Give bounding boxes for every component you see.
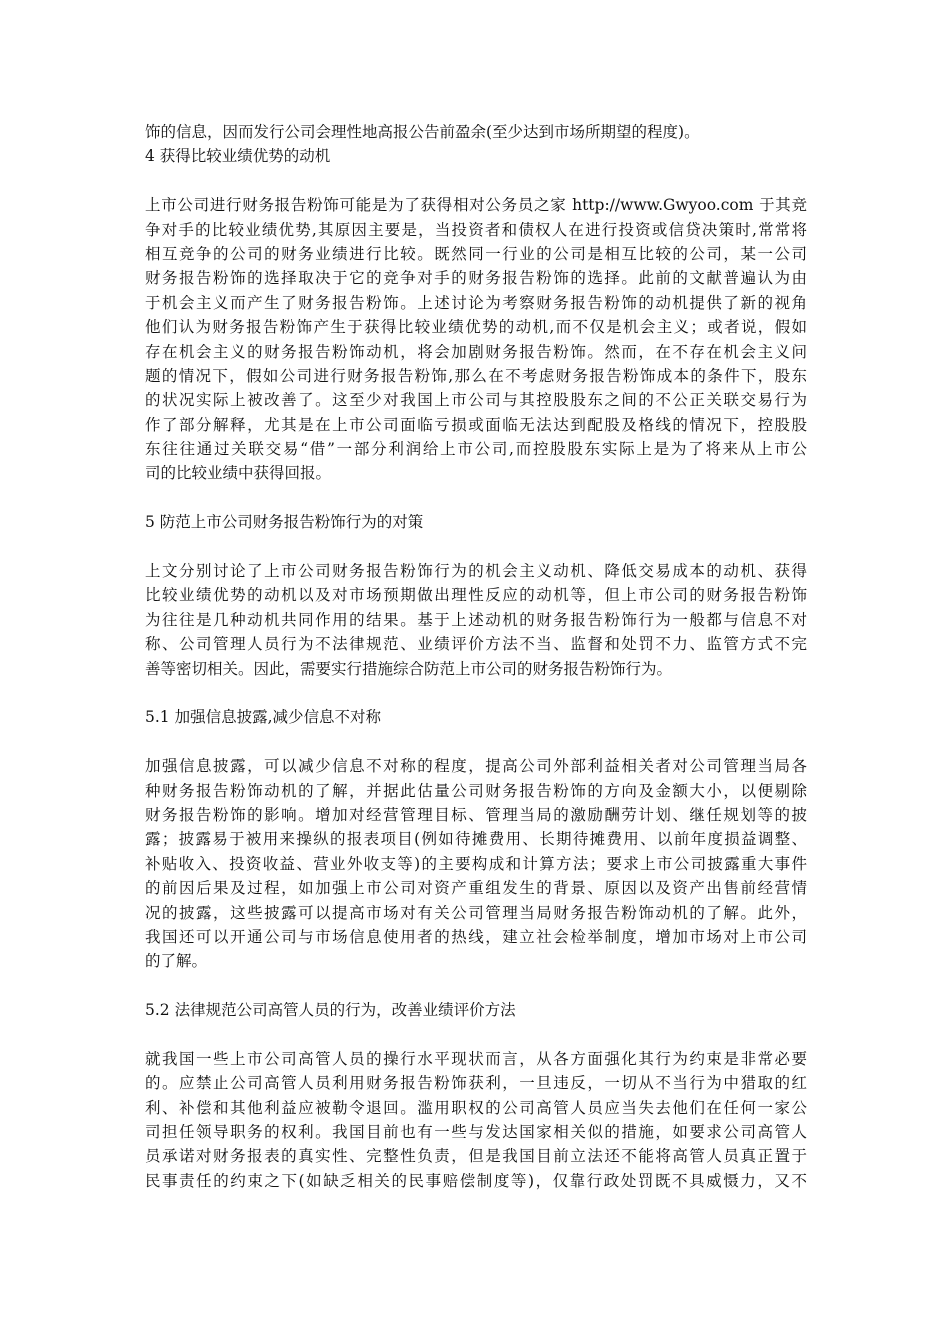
text-line: 的。应禁止公司高管人员利用财务报告粉饰获利，一旦违反，一切从不当行为中猎取的红 — [145, 1074, 807, 1093]
text-line: 的状况实际上被改善了。这至少对我国上市公司与其控股股东之间的不公正关联交易行为 — [145, 391, 807, 410]
text-line: 于机会主义而产生了财务报告粉饰。上述讨论为考察财务报告粉饰的动机提供了新的视角 — [145, 293, 807, 312]
text-line: 的前因后果及过程，如加强上市公司对资产重组发生的背景、原因以及资产出售前经营情 — [145, 879, 807, 898]
paragraph-gap — [145, 535, 807, 559]
text-line: 司的比较业绩中获得回报。 — [145, 464, 332, 483]
text-line: 他们认为财务报告粉饰产生于获得比较业绩优势的动机,而不仅是机会主义；或者说，假如 — [145, 318, 807, 337]
text-line: 争对手的比较业绩优势,其原因主要是，当投资者和债权人在进行投资或信贷决策时,常常将 — [145, 220, 807, 239]
section-heading-4: 4 获得比较业绩优势的动机 — [145, 147, 331, 166]
text-line: 补贴收入、投资收益、营业外收支等)的主要构成和计算方法；要求上市公司披露重大事件 — [145, 854, 807, 873]
paragraph-5-1 — [145, 754, 807, 974]
paragraph-5-2 — [145, 1047, 807, 1193]
text-line: 作了部分解释，尤其是在上市公司面临亏损或面临无法达到配股及格线的情况下，控股股 — [145, 415, 807, 434]
text-line: 称、公司管理人员行为不法律规范、业绩评价方法不当、监督和处罚不力、监管方式不完 — [145, 635, 807, 654]
text-line: 加强信息披露，可以减少信息不对称的程度，提高公司外部利益相关者对公司管理当局各 — [145, 757, 807, 776]
section-heading-5-1: 5.1 加强信息披露,减少信息不对称 — [145, 708, 382, 727]
text-line: 利、补偿和其他利益应被勒令退回。滥用职权的公司高管人员应当失去他们在任何一家公 — [145, 1098, 807, 1117]
continuation-paragraph — [145, 120, 807, 144]
section-heading-5-2: 5.2 法律规范公司高管人员的行为，改善业绩评价方法 — [145, 1001, 516, 1020]
text-line: 民事责任的约束之下(如缺乏相关的民事赔偿制度等)，仅靠行政处罚既不具威慑力，又不 — [145, 1171, 807, 1190]
text-line: 的了解。 — [145, 952, 208, 971]
text-line: 上文分别讨论了上市公司财务报告粉饰行为的机会主义动机、降低交易成本的动机、获得 — [145, 562, 807, 581]
paragraph-5 — [145, 559, 807, 681]
text-line: 露；披露易于被用来操纵的报表项目(例如待摊费用、长期待摊费用、以前年度损益调整、 — [145, 830, 807, 849]
text-line: 相互竞争的公司的财务业绩进行比较。既然同一行业的公司是相互比较的公司，某一公司 — [145, 244, 807, 263]
paragraph-gap — [145, 486, 807, 510]
text-line: 善等密切相关。因此，需要实行措施综合防范上市公司的财务报告粉饰行为。 — [145, 659, 673, 678]
text-line: 东往往通过关联交易“借”一部分利润给上市公司,而控股股东实际上是为了将来从上市公 — [145, 440, 807, 459]
text-line: 财务报告粉饰的选择取决于它的竞争对手的财务报告粉饰的选择。此前的文献普遍认为由 — [145, 269, 807, 288]
text-line: 况的披露，这些披露可以提高市场对有关公司管理当局财务报告粉饰动机的了解。此外， — [145, 903, 807, 922]
text-line: 比较业绩优势的动机以及对市场预期做出理性反应的动机等，但上市公司的财务报告粉饰 — [145, 586, 807, 605]
text-line: 种财务报告粉饰动机的了解，并据此估量公司财务报告粉饰的方向及金额大小，以便剔除 — [145, 781, 807, 800]
paragraph-4 — [145, 193, 807, 486]
paragraph-gap — [145, 1022, 807, 1046]
text-line: 员承诺对财务报表的真实性、完整性负责，但是我国目前立法还不能将高管人员真正置于 — [145, 1147, 807, 1166]
text-line: 饰的信息，因而发行公司会理性地高报公告前盈余(至少达到市场所期望的程度)。 — [145, 123, 700, 141]
text-line: 题的情况下，假如公司进行财务报告粉饰,那么在不考虑财务报告粉饰成本的条件下，股东 — [145, 366, 807, 385]
paragraph-gap — [145, 730, 807, 754]
text-line: 上市公司进行财务报告粉饰可能是为了获得相对公务员之家 http://www.Gwyoo.com 于其竞 — [145, 196, 807, 215]
text-line: 财务报告粉饰的影响。增加对经营管理目标、管理当局的激励酬劳计划、继任规划等的披 — [145, 805, 807, 824]
text-line: 就我国一些上市公司高管人员的操行水平现状而言，从各方面强化其行为约束是非常必要 — [145, 1049, 807, 1068]
document-page — [145, 120, 807, 1193]
paragraph-gap — [145, 681, 807, 705]
text-line: 我国还可以开通公司与市场信息使用者的热线，建立社会检举制度，增加市场对上市公司 — [145, 927, 807, 946]
paragraph-gap — [145, 169, 807, 193]
section-heading-5: 5 防范上市公司财务报告粉饰行为的对策 — [145, 513, 424, 532]
text-line: 存在机会主义的财务报告粉饰动机，将会加剧财务报告粉饰。然而，在不存在机会主义问 — [145, 342, 807, 361]
text-line: 为往往是几种动机共同作用的结果。基于上述动机的财务报告粉饰行为一般都与信息不对 — [145, 610, 807, 629]
paragraph-gap — [145, 974, 807, 998]
text-line: 司担任领导职务的权利。我国目前也有一些与发达国家相关似的措施，如要求公司高管人 — [145, 1123, 807, 1142]
